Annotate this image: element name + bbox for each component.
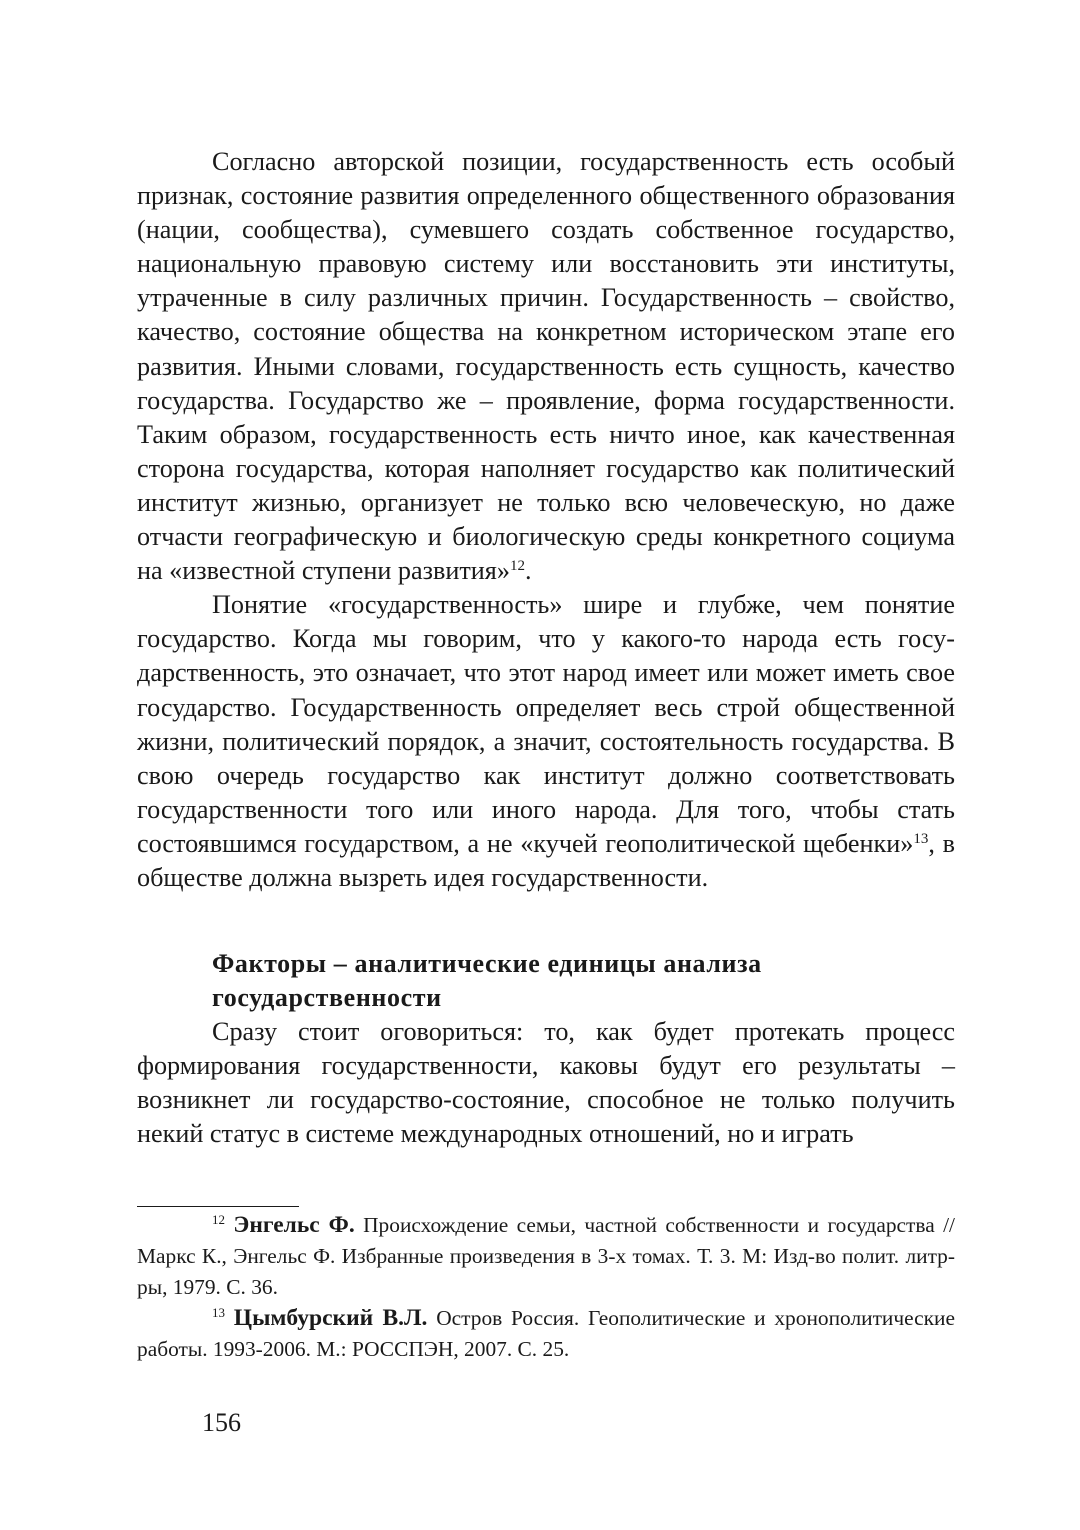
section-heading-line-1: Факторы – аналитические единицы анализа xyxy=(212,949,762,979)
page-body xyxy=(137,145,955,1151)
footnote-ref-12[interactable]: 12 xyxy=(509,558,525,575)
footnote-number: 12 xyxy=(212,1212,225,1227)
paragraph-2 xyxy=(137,588,955,895)
paragraph-1-text: Согласно авторской позиции, государственность есть особый признак, состояние развития определенного общественного образования (нации, сообщества), сумевшего создать собственное государство, национальную правовую систему или восстановить эти институты, утраченные в силу различных причин. Государственность – свойство, качество, состояние общества на конкретном историческом этапе его развития. Иными словами, государственность есть сущность, качество государства. Государство же – проявление, форма государственности. Таким образом, государственность есть ничто иное, как качественная сторона государства, которая наполняет государство как политический институт жизнью, организует не только всю человеческую, но даже отчасти географическую и биологическую среды конкретного социума на «известной ступени развития» xyxy=(137,147,955,586)
footnote-12 xyxy=(137,1210,955,1303)
page-number: 156 xyxy=(202,1408,241,1437)
paragraph-3: Сразу стоит оговориться: то, как будет протекать процесс формирования государственности, каковы будут его результаты – возникнет ли государство-состояние, способное не только получить некий статус в системе международных отношений, но и играть xyxy=(137,1017,955,1149)
footnote-author: Цымбурский В.Л. xyxy=(233,1305,428,1331)
paragraph-1 xyxy=(137,145,955,588)
footnote-text: Происхождение семьи, частной собственности и государства // Маркс К., Энгельс Ф. Избранные произведения в 3-х томах. Т. 3. М: Изд-во полит. литр-ры, 1979. С. 36. xyxy=(137,1213,955,1299)
paragraph-2-tail: , в обществе должна вызреть идея государственности. xyxy=(137,828,955,892)
footnote-text: Остров Россия. Геополитические и хронополитические работы. 1993-2006. М.: РОССПЭН, 2007. С. 25. xyxy=(137,1306,955,1361)
paragraph-2-text: Понятие «государственность» шире и глубже, чем понятие государство. Когда мы говорим, что у какого-то народа есть государственность, это означает, что этот народ имеет или может иметь свое государство. Государственность определяет весь строй общественной жизни, политический порядок, а значит, состоятельность государства. В свою очередь государство как институт должно соответствовать государственности того или иного народа. Для того, чтобы стать состоявшимся государством, а не «кучей геополитической щебенки» xyxy=(137,590,955,858)
footnote-ref-13[interactable]: 13 xyxy=(913,830,929,847)
footnotes xyxy=(137,1210,955,1365)
footnote-13 xyxy=(137,1303,955,1365)
section-heading-line-2: государственности xyxy=(212,983,442,1013)
section-heading xyxy=(137,947,955,1015)
footnote-divider xyxy=(137,1206,299,1207)
footnote-author: Энгельс Ф. xyxy=(233,1212,355,1238)
footnote-number: 13 xyxy=(212,1305,225,1320)
paragraph-1-tail: . xyxy=(524,556,532,586)
